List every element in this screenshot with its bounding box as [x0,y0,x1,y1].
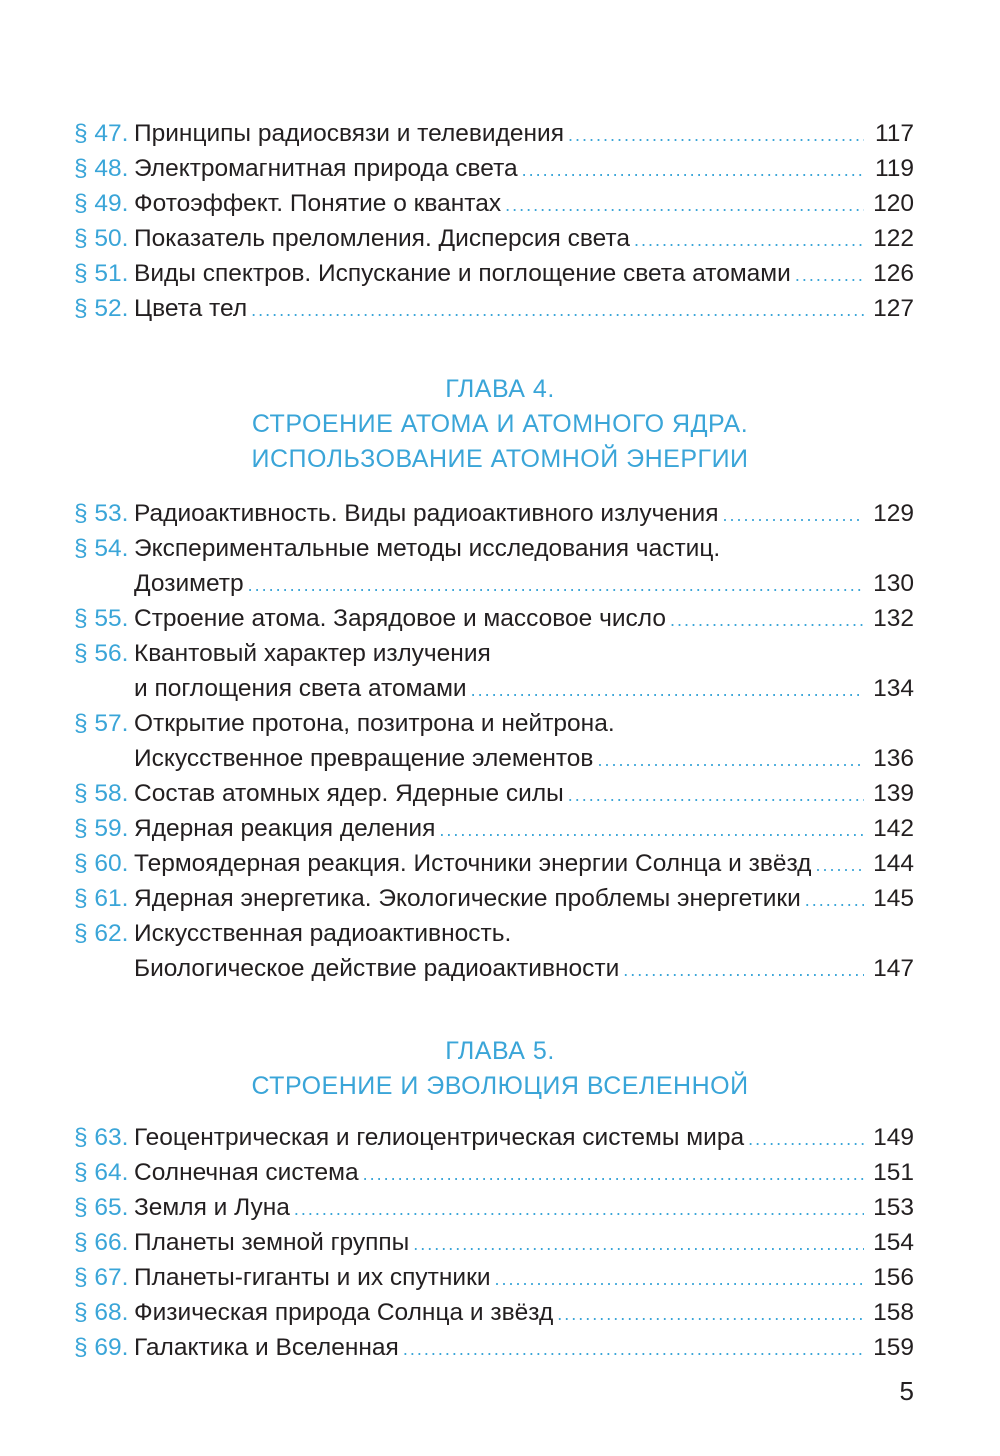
section-number: § 56. [74,640,129,667]
section-number: § 58. [74,780,129,807]
section-title: Показатель преломления. Дисперсия света [134,225,630,252]
chapter-4-title-line2: ИСПОЛЬЗОВАНИЕ АТОМНОЙ ЭНЕРГИИ [251,445,749,473]
section-number: § 63. [74,1124,129,1151]
section-title: Состав атомных ядер. Ядерные силы [134,780,564,807]
dot-leader [363,1157,864,1192]
section-title: Строение атома. Зарядовое и массовое число [134,605,667,632]
section-number-cell [74,1190,134,1225]
toc-line [74,846,914,881]
section-title: и поглощения света атомами [134,675,467,702]
toc-line [74,186,914,221]
section-number: § 68. [74,1299,129,1326]
section-title: Квантовый характер излучения [134,640,491,667]
section-number: § 69. [74,1334,129,1361]
section-title: Планеты земной группы [134,1229,410,1256]
page-reference: 142 [873,815,914,842]
toc-entry[interactable] [74,1260,914,1295]
section-title: Экспериментальные методы исследования частиц. [134,535,721,562]
section-title: Дозиметр [134,570,244,597]
dot-leader [505,188,864,223]
page-reference: 117 [874,120,914,147]
dot-leader [495,1262,864,1297]
toc-entry[interactable] [74,916,914,986]
chapter-4-heading [0,372,1000,477]
page-reference: 122 [873,225,914,252]
page-reference: 151 [873,1159,914,1186]
section-title: Галактика и Вселенная [134,1334,399,1361]
toc-line [74,496,914,531]
toc-entry[interactable] [74,151,914,186]
dot-leader [251,293,864,328]
section-title: Биологическое действие радиоактивности [134,955,620,982]
toc-entry[interactable] [74,846,914,881]
toc-entry[interactable] [74,256,914,291]
section-number: § 57. [74,710,129,737]
toc-group-top [0,116,1000,326]
section-title: Искусственное превращение элементов [134,745,594,772]
section-number-cell [74,1120,134,1155]
page-reference: 130 [873,570,914,597]
toc-entry[interactable] [74,1190,914,1225]
section-number-cell [74,1225,134,1260]
section-number: § 61. [74,885,129,912]
section-number-cell [74,531,134,566]
toc-entry[interactable] [74,116,914,151]
dot-leader [795,258,864,293]
toc-line [74,116,914,151]
toc-entry[interactable] [74,1155,914,1190]
section-number-cell [74,1260,134,1295]
section-number: § 50. [74,225,129,252]
toc-line [74,531,914,566]
section-number-cell [74,186,134,221]
chapter-5-title-line1: СТРОЕНИЕ И ЭВОЛЮЦИЯ ВСЕЛЕННОЙ [251,1072,749,1100]
toc-line [74,706,914,741]
dot-leader [748,1122,864,1157]
section-number: § 66. [74,1229,129,1256]
toc-group-chapter-4 [0,496,1000,986]
toc-entry[interactable] [74,496,914,531]
toc-line [74,1295,914,1330]
page-reference: 147 [873,955,914,982]
dot-leader [597,743,864,778]
page-reference: 127 [873,295,914,322]
section-number-cell [74,706,134,741]
section-number: § 62. [74,920,129,947]
page-reference: 139 [873,780,914,807]
dot-leader [623,953,864,988]
page-reference: 145 [873,885,914,912]
section-number-cell [74,291,134,326]
page-reference: 144 [873,850,914,877]
section-number: § 54. [74,535,129,562]
section-number-cell [74,601,134,636]
toc-line [74,636,914,671]
toc-line [74,811,914,846]
toc-entry[interactable] [74,776,914,811]
page-reference: 158 [873,1299,914,1326]
section-number-cell [74,881,134,916]
section-number: § 55. [74,605,129,632]
toc-line [74,566,914,601]
section-number: § 65. [74,1194,129,1221]
toc-line [74,601,914,636]
toc-line [74,256,914,291]
dot-leader [723,498,865,533]
toc-line [74,1330,914,1365]
section-number-cell [74,636,134,671]
dot-leader [634,223,864,258]
section-title: Физическая природа Солнца и звёзд [134,1299,554,1326]
section-title: Радиоактивность. Виды радиоактивного излучения [134,500,719,527]
page-reference: 134 [873,675,914,702]
toc-line [74,221,914,256]
toc-line [74,1155,914,1190]
toc-entry[interactable] [74,881,914,916]
section-number: § 48. [74,155,129,182]
section-title: Принципы радиосвязи и телевидения [134,120,564,147]
section-number-cell [74,811,134,846]
section-number-cell [74,776,134,811]
page-reference: 159 [873,1334,914,1361]
section-number-cell [74,1295,134,1330]
section-number-cell [74,846,134,881]
toc-entry[interactable] [74,601,914,636]
section-number-cell [74,916,134,951]
section-title: Виды спектров. Испускание и поглощение света атомами [134,260,791,287]
chapter-5-label: ГЛАВА 5. [445,1037,555,1065]
section-number: § 49. [74,190,129,217]
dot-leader [557,1297,864,1332]
section-number-cell [74,151,134,186]
toc-entry[interactable] [74,636,914,706]
section-title: Термоядерная реакция. Источники энергии Солнца и звёзд [134,850,812,877]
dot-leader [568,118,864,153]
dot-leader [248,568,864,603]
section-title: Земля и Луна [134,1194,290,1221]
toc-line [74,1225,914,1260]
page-reference: 136 [873,745,914,772]
toc-entry[interactable] [74,1120,914,1155]
page-reference: 132 [873,605,914,632]
dot-leader [413,1227,864,1262]
section-title: Геоцентрическая и гелиоцентрическая системы мира [134,1124,745,1151]
toc-entry[interactable] [74,706,914,776]
toc-line [74,1190,914,1225]
chapter-5-heading [0,1034,1000,1104]
toc-line [74,741,914,776]
section-title: Планеты-гиганты и их спутники [134,1264,491,1291]
page-reference: 153 [873,1194,914,1221]
section-number: § 47. [74,120,129,147]
toc-line [74,1120,914,1155]
dot-leader [522,153,864,188]
section-title: Цвета тел [134,295,248,322]
page-reference: 126 [873,260,914,287]
toc-line [74,881,914,916]
section-title: Солнечная система [134,1159,359,1186]
toc-entry[interactable] [74,1330,914,1365]
dot-leader [815,848,864,883]
dot-leader [805,883,864,918]
page-reference: 149 [873,1124,914,1151]
dot-leader [403,1332,864,1367]
section-number: § 51. [74,260,129,287]
section-number-cell [74,496,134,531]
section-number: § 52. [74,295,129,322]
toc-entry[interactable] [74,186,914,221]
section-number-cell [74,1330,134,1365]
section-number: § 64. [74,1159,129,1186]
section-number-cell [74,221,134,256]
section-number: § 59. [74,815,129,842]
toc-entry[interactable] [74,1225,914,1260]
toc-entry[interactable] [74,291,914,326]
page-reference: 154 [873,1229,914,1256]
section-number: § 60. [74,850,129,877]
chapter-4-label: ГЛАВА 4. [445,375,555,403]
toc-line [74,951,914,986]
chapter-4-title-line1: СТРОЕНИЕ АТОМА И АТОМНОГО ЯДРА. [251,410,749,438]
section-title: Искусственная радиоактивность. [134,920,512,947]
section-number-cell [74,116,134,151]
toc-entry[interactable] [74,1295,914,1330]
toc-entry[interactable] [74,221,914,256]
toc-group-chapter-5 [0,1120,1000,1365]
section-title: Ядерная энергетика. Экологические проблемы энергетики [134,885,801,912]
toc-entry[interactable] [74,811,914,846]
toc-line [74,151,914,186]
section-number-cell [74,256,134,291]
page-number: 5 [899,1376,914,1406]
dot-leader [439,813,864,848]
page-reference: 129 [873,500,914,527]
page-reference: 120 [873,190,914,217]
page-reference: 156 [873,1264,914,1291]
section-title: Электромагнитная природа света [134,155,518,182]
toc-line [74,1260,914,1295]
section-number: § 53. [74,500,129,527]
toc-line [74,291,914,326]
section-title: Фотоэффект. Понятие о квантах [134,190,502,217]
toc-line [74,916,914,951]
section-title: Открытие протона, позитрона и нейтрона. [134,710,615,737]
section-number: § 67. [74,1264,129,1291]
dot-leader [670,603,864,638]
dot-leader [471,673,864,708]
section-title: Ядерная реакция деления [134,815,436,842]
toc-line [74,776,914,811]
page-reference: 119 [874,155,914,182]
toc-entry[interactable] [74,531,914,601]
dot-leader [568,778,864,813]
dot-leader [294,1192,864,1227]
section-number-cell [74,1155,134,1190]
toc-line [74,671,914,706]
